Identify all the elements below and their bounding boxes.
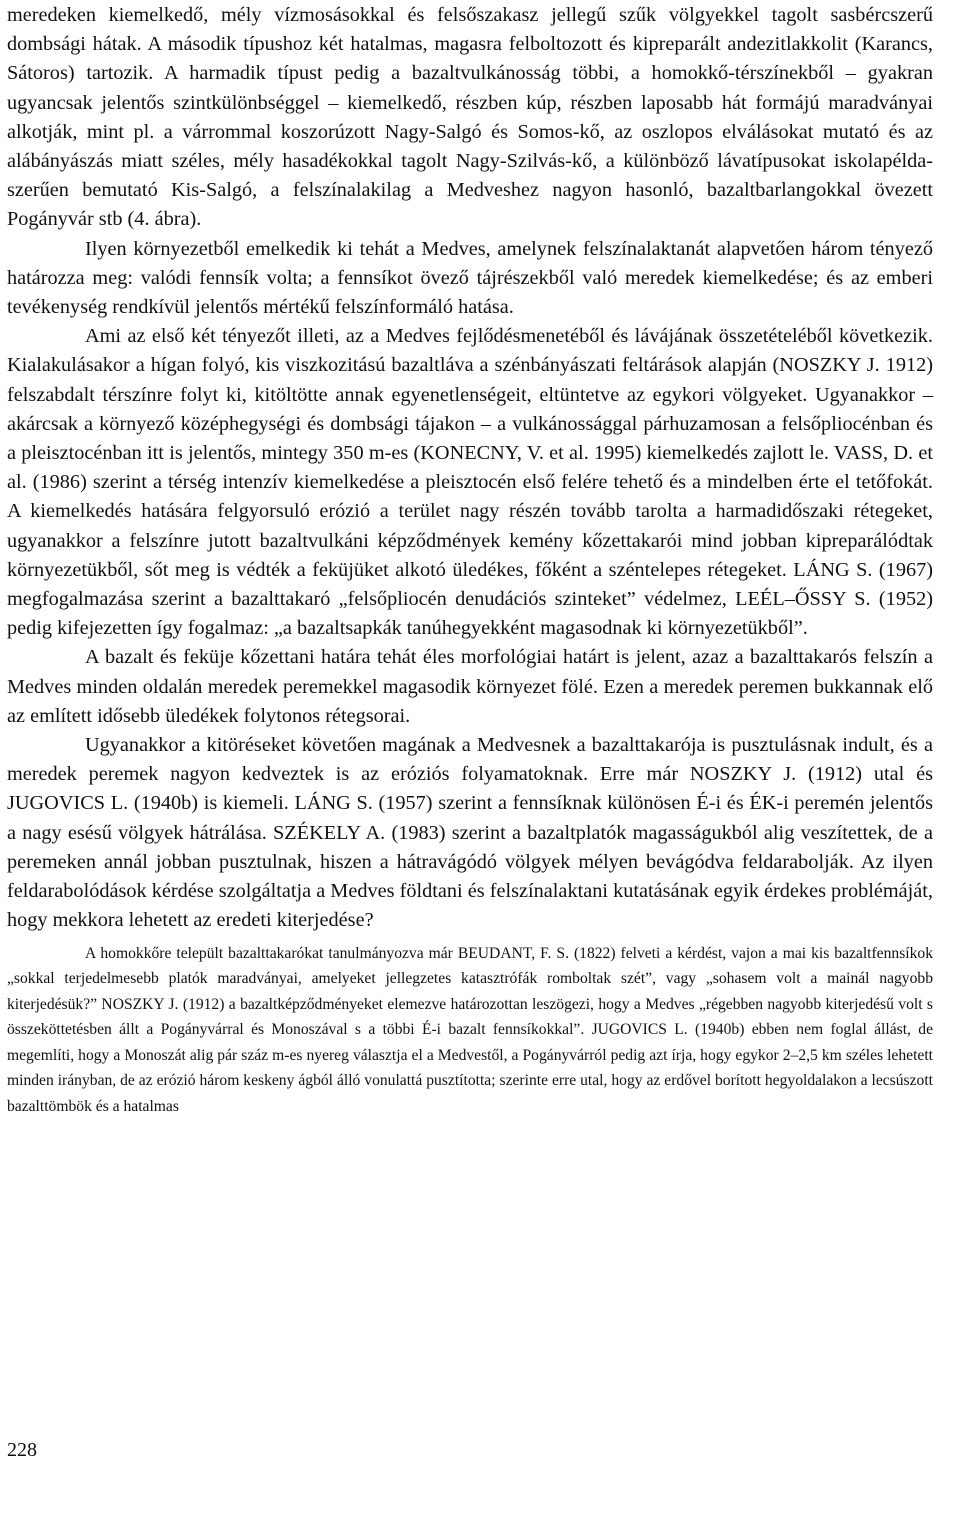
paragraph-3: Ami az első két tényezőt illeti, az a Medves fejlődésmenetéből és lávájának összetételéből következik. Kialakulásakor a hígan folyó, kis viszkozitású bazaltláva a szénbányászati feltárások alapján (NOSZKY J. 1912) felszabdalt térszínre folyt ki, kitöltötte annak egyenetlenségeit, eltüntetve az egykori völgyeket. Ugyanakkor – akárcsak a környező középhegységi és dombsági tájakon – a vulkánossággal párhuzamosan a felsőpliocénban és a pleisztocénban itt is jelentős, mintegy 350 m-es (KONECNY, V. et al. 1995) kiemelkedés zajlott le. VASS, D. et al. (1986) szerint a térség intenzív kiemelkedése a pleisztocén első felére tehető és a mindelben érte el tetőfokát. A kiemelkedés hatására felgyorsuló erózió a terület nagy részén tovább tarolta a harmadidőszaki rétegeket, ugyanakkor a felszínre jutott bazaltvulkáni képződmények kemény kőzettakarói mind jobban kipreparálódtak környezetükből, sőt meg is védték a feküjüket alkotó üledékes, főként a széntelepes rétegeket. LÁNG S. (1967) megfogalmazása szerint a bazalttakaró „felsőpliocén denudációs szinteket” védelmez, LEÉL–ŐSSY S. (1952) pedig kifejezetten így fogalmaz: „a bazaltsapkák tanúhegyekként magasodnak ki környezetükből”. [7,325,933,640]
small-print-note: A homokkőre települt bazalttakarókat tanulmányozva már BEUDANT, F. S. (1822) felveti a kérdést, vajon a mai kis bazaltfennsíkok „sokkal terjedelmesebb platók maradványai, amelyeket jellegzetes katasztrófák romboltak szét”, vagy „sohasem volt a mainál nagyobb kiterjedésük?” NOSZKY J. (1912) a bazaltképződményeket elemezve határozottan leszögezi, hogy a Medves „régebben nagyobb kiterjedésű volt s összeköttetésben állt a Pogányvárral és Monoszával s a többi É-i bazalt fennsíkokkal”. JUGOVICS L. (1940b) ebben nem foglal állást, de megemlíti, hogy a Monoszát alig pár száz m-es nyereg választja el a Medvestől, a Pogányvárról pedig azt írja, hogy egykor 2–2,5 km széles lehetett minden irányban, de az erózió három keskeny ágból álló vonulattá pusztította; szerinte erre utal, hogy az erdővel borított hegyoldalakon a lecsúszott bazalttömbök és a hatalmas [7,944,933,1116]
paragraph-2: Ilyen környezetből emelkedik ki tehát a Medves, amelynek felszínalaktanát alapvetően három tényező határozza meg: valódi fennsík volta; a fennsíkot övező tájrészekből való meredek kiemelkedése; és az emberi tevékenység rendkívül jelentős mértékű felszínformáló hatása. [7,237,933,319]
document-page [7,0,933,1120]
paragraph-5: Ugyanakkor a kitöréseket követően magának a Medvesnek a bazalttakarója is pusztulásnak indult, és a meredek peremek nagyon kedveztek is az eróziós folyamatoknak. Erre már NOSZKY J. (1912) utal és JUGOVICS L. (1940b) is kiemeli. LÁNG S. (1957) szerint a fennsíknak különösen É-i és ÉK-i peremén jelentős a nagy esésű völgyek hátrálása. SZÉKELY A. (1983) szerint a bazaltplatók magasságukból alig veszítettek, de a peremeken annál jobban pusztulnak, hiszen a hátravágódó völgyek mélyen bevágódva feldarabolják. Az ilyen feldarabolódások kérdése szolgáltatja a Medves földtani és felszínalaktani kutatásának egyik érdekes problémáját, hogy mekkora lehetett az eredeti kiterjedése? [7,734,933,932]
paragraph-4: A bazalt és feküje kőzettani határa tehát éles morfológiai határt is jelent, azaz a bazalttakarós felszín a Medves minden oldalán meredek peremekkel magasodik környezet fölé. Ezen a meredek peremen bukkannak elő az említett idősebb üledékek folytonos rétegsorai. [7,646,933,727]
paragraph-1: meredeken kiemelkedő, mély vízmosásokkal és felsőszakasz jellegű szűk völgyekkel tagolt sasbércszerű dombsági hátak. A második típushoz két hatalmas, magasra felboltozott és kipreparált andezitlakkolit (Karancs, Sátoros) tartozik. A harmadik típust pedig a bazaltvulkánosság többi, a homokkő-térszínekből – gyakran ugyancsak jelentős szintkülönbséggel – kiemelkedő, részben kúp, részben laposabb hát formájú maradványai alkotják, mint pl. a várrommal koszorúzott Nagy-Salgó és Somos-kő, az oszlopos elválásokat mutató és az alábányászás miatt széles, mély hasadékokkal tagolt Nagy-Szilvás-kő, a különböző lávatípusokat iskolapélda-szerűen bemutató Kis-Salgó, a felszínalakilag a Medveshez nagyon hasonló, bazaltbarlangokkal övezett Pogányvár stb (4. ábra). [7,4,933,231]
page-number: 228 [7,1439,37,1461]
